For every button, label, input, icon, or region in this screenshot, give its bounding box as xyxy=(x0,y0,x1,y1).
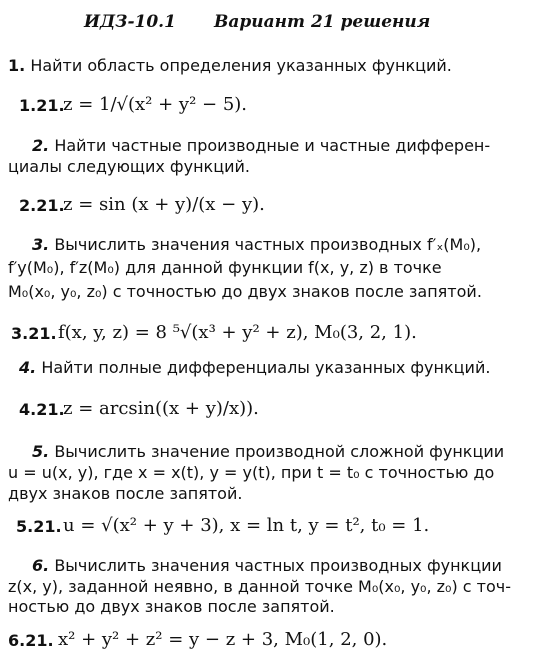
formula-5-text: u = √(x² + y + 3), x = ln t, y = t², t₀ = 1. xyxy=(63,515,430,536)
problem-6-statement-line-2: z(x, y), заданной неявно, в данной точке M₀(x₀, y₀, z₀) с точ- xyxy=(8,577,511,596)
problem-5-statement-line-3: двух знаков после запятой. xyxy=(8,484,243,503)
formula-3-label: 3.21. xyxy=(11,324,57,343)
problem-6-statement-line-1 xyxy=(32,556,502,576)
problem-4-statement xyxy=(19,358,490,378)
problem-1-number: 1. xyxy=(8,56,26,75)
problem-2-statement-line-2: циалы следующих функций. xyxy=(8,157,250,176)
problem-5-text-line-1: Вычислить значение производной сложной функции xyxy=(54,442,505,461)
problem-5-statement-line-1 xyxy=(32,442,504,462)
problem-1-statement xyxy=(8,56,452,76)
problem-2-number: 2. xyxy=(32,136,50,155)
problem-6-number: 6. xyxy=(32,556,50,575)
problem-2-statement-line-1 xyxy=(32,136,490,156)
formula-3-text: f(x, y, z) = 8 ⁵√(x³ + y² + z), M₀(3, 2, 1). xyxy=(58,322,417,343)
problem-3-statement-line-2: f′y(M₀), f′z(M₀) для данной функции f(x, y, z) в точке xyxy=(8,258,442,277)
problem-6-text-line-1: Вычислить значения частных производных функции xyxy=(54,556,502,575)
formula-6-label: 6.21. xyxy=(8,631,54,650)
document-title: ИДЗ-10.1 xyxy=(84,12,176,32)
formula-2-text: z = sin (x + y)/(x − y). xyxy=(63,194,265,215)
formula-1-label: 1.21. xyxy=(19,96,65,115)
problem-4-text: Найти полные дифференциалы указанных функций. xyxy=(41,358,491,377)
formula-2-label: 2.21. xyxy=(19,196,65,215)
problem-5-number: 5. xyxy=(32,442,50,461)
formula-4-label: 4.21. xyxy=(19,400,65,419)
problem-1-text: Найти область определения указанных функций. xyxy=(30,56,452,75)
problem-3-statement-line-3: M₀(x₀, y₀, z₀) с точностью до двух знаков после запятой. xyxy=(8,282,482,301)
formula-1-text: z = 1/√(x² + y² − 5). xyxy=(63,94,248,115)
formula-6-text: x² + y² + z² = y − z + 3, M₀(1, 2, 0). xyxy=(58,629,388,650)
problem-3-text-line-1: Вычислить значения частных производных f′ₓ(M₀), xyxy=(54,235,482,254)
problem-3-statement-line-1 xyxy=(32,235,481,255)
formula-5-label: 5.21. xyxy=(16,517,62,536)
problem-4-number: 4. xyxy=(19,358,37,377)
problem-6-statement-line-3: ностью до двух знаков после запятой. xyxy=(8,597,335,616)
problem-3-number: 3. xyxy=(32,235,50,254)
problem-5-statement-line-2: u = u(x, y), где x = x(t), y = y(t), при t = t₀ с точностью до xyxy=(8,463,495,482)
formula-4-text: z = arcsin((x + y)/x)). xyxy=(63,398,259,419)
problem-2-text-line-1: Найти частные производные и частные дифферен- xyxy=(54,136,491,155)
variant-title: Вариант 21 решения xyxy=(214,12,431,32)
